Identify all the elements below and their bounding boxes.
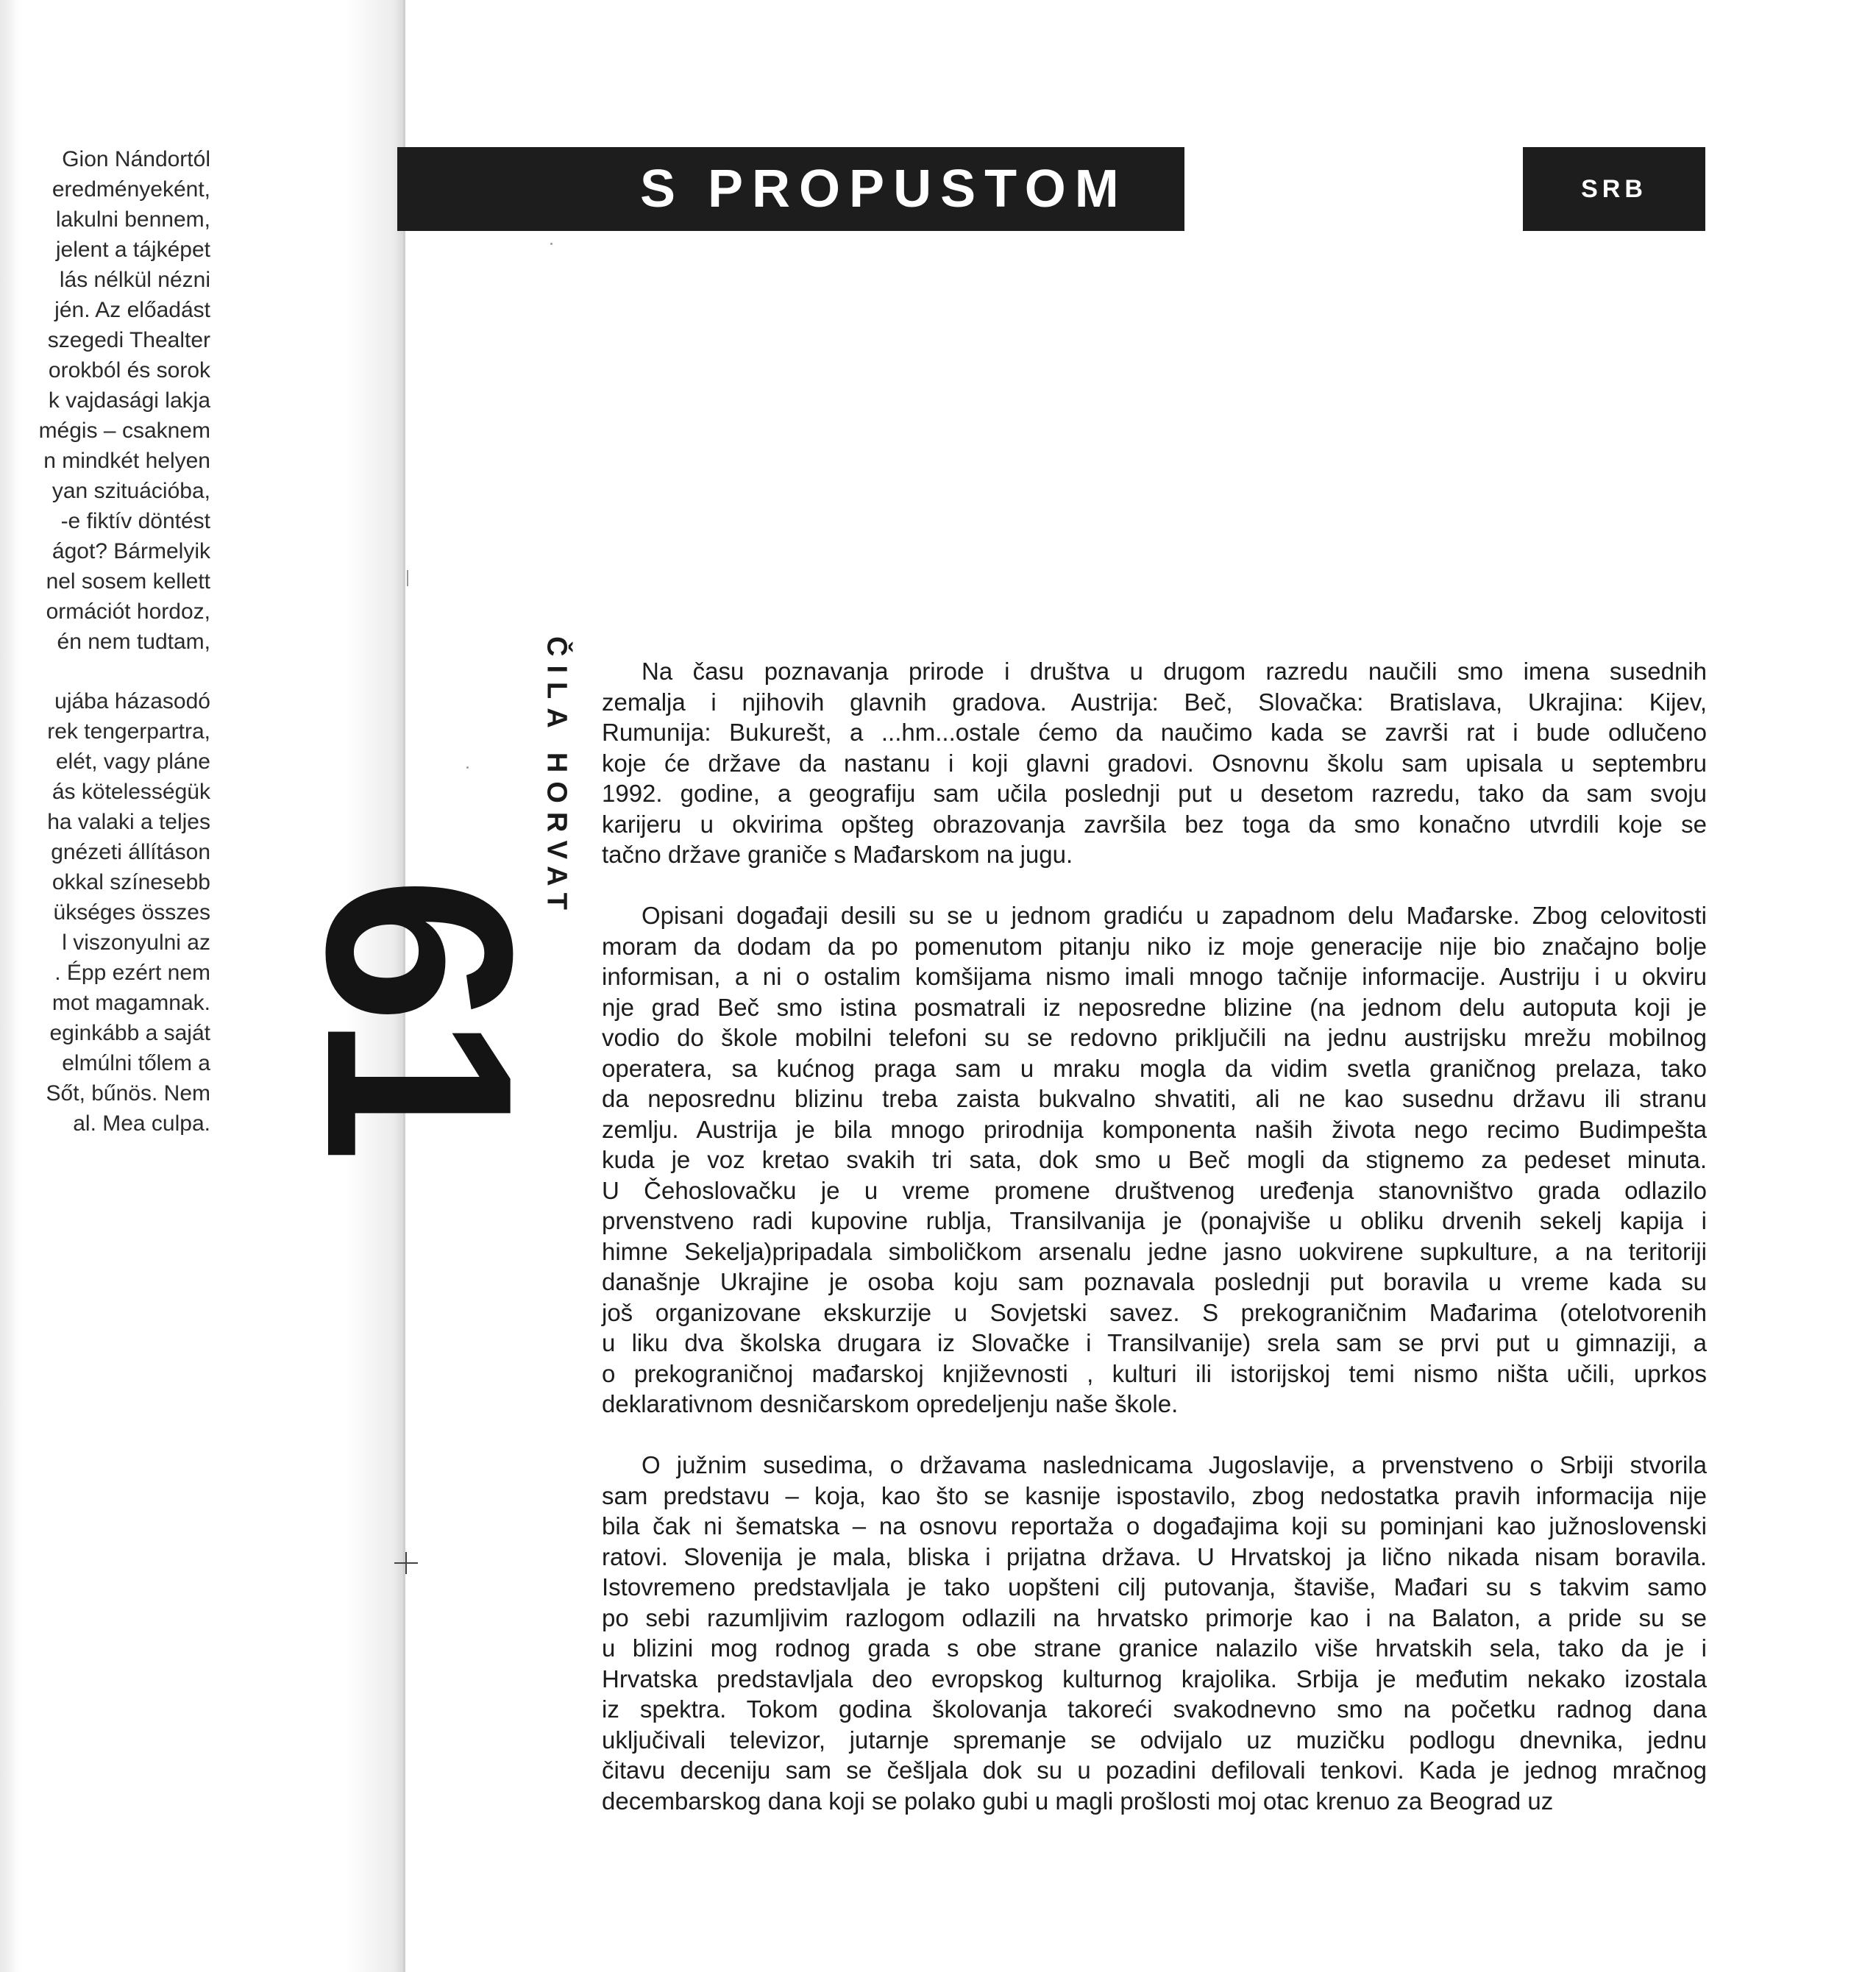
article-paragraph bbox=[602, 1450, 1707, 1816]
facing-page-line: ágot? Bármelyik bbox=[51, 539, 210, 563]
article-line: u blizini mog rodnog grada s obe strane granice nalazilo više hrvatskih sela, tako da je i bbox=[602, 1634, 1707, 1662]
article-line: U Čehoslovačku je u vreme promene društvenog uređenja stanovništvo grada odlazilo bbox=[602, 1176, 1707, 1204]
facing-page-line: n mindkét helyen bbox=[43, 449, 210, 473]
article-line: prvenstveno radi kupovine rublja, Transilvanija je (ponajviše u obliku drvenih sekelj kapija i bbox=[602, 1207, 1707, 1234]
article-line: u liku dva školska drugara iz Slovačke i Transilvanije) srela sam se prvi put u gimnaziji, a bbox=[602, 1329, 1707, 1356]
facing-page-line: orokból és sorok bbox=[48, 358, 210, 382]
article-line: Rumunija: Bukurešt, a ...hm...ostale ćemo da naučimo kada se završi rat i bude odlučeno bbox=[602, 719, 1707, 746]
facing-page-line: nel sosem kellett bbox=[46, 569, 210, 594]
facing-page-line: mégis – csaknem bbox=[38, 419, 210, 443]
article-title: S PROPUSTOM bbox=[640, 160, 1128, 218]
article-line: o prekograničnoj mađarskoj književnosti , kulturi ili istorijskoj temi nismo ništa učili, uprkos bbox=[602, 1359, 1707, 1387]
article-line: O južnim susedima, o državama naslednicama Jugoslavije, a prvenstveno o Srbiji stvorila bbox=[642, 1451, 1707, 1478]
facing-page-line: mot magamnak. bbox=[51, 991, 210, 1015]
article-line: zemlju. Austrija je bila mnogo prirodnija komponenta naših života nego recimo Budimpešta bbox=[602, 1115, 1707, 1143]
facing-page-line: eredményeként, bbox=[51, 177, 210, 202]
page-number: 61 bbox=[271, 876, 567, 1154]
facing-page-line: rek tengerpartra, bbox=[47, 719, 210, 744]
article-line: Istovremeno predstavljala je tako uopšteni cilj putovanja, štaviše, Mađari su s takvim samo bbox=[602, 1573, 1707, 1601]
article-line: Opisani događaji desili su se u jednom gradiću u zapadnom delu Mađarske. Zbog celovitosti bbox=[642, 902, 1707, 929]
facing-page-line: okkal színesebb bbox=[51, 870, 210, 894]
article-line: vodio do škole mobilni telefoni su se redovno priključili na jednu austrijsku mrežu mobilnog bbox=[602, 1024, 1707, 1051]
facing-page-line: Gion Nándortól bbox=[62, 147, 210, 171]
facing-page-line: jén. Az előadást bbox=[54, 298, 210, 322]
facing-page-line: lakulni bennem, bbox=[55, 207, 210, 232]
facing-page-line: ás kötelességük bbox=[51, 780, 210, 804]
facing-page-line: ujába házasodó bbox=[54, 689, 210, 713]
article-line: himne Sekelja)pripadala simboličkom arsenalu jedne jasno uokvirene supkulture, a na teritoriji bbox=[602, 1237, 1707, 1265]
article-line: po sebi razumljivim razlogom odlazili na hrvatsko primorje kao i na Balaton, a pride su se bbox=[602, 1603, 1707, 1631]
facing-page-line: szegedi Thealter bbox=[47, 328, 210, 352]
facing-page-line: elét, vagy pláne bbox=[55, 750, 210, 774]
article-line: deklarativnom desničarskom opredeljenju naše škole. bbox=[602, 1390, 1179, 1417]
article-line: sam predstavu – koja, kao što se kasnije ispostavilo, zbog nedostatka pravih informacija nije bbox=[602, 1481, 1707, 1509]
article-line: nje grad Beč smo istina posmatrali iz neposredne blizine (na jednom delu autoputa koji je bbox=[602, 993, 1707, 1021]
article-line: da neposrednu blizinu treba zaista bukvalno shvatiti, ali ne kao susednu državu ili stranu bbox=[602, 1085, 1707, 1112]
language-badge: SRB bbox=[1523, 147, 1705, 231]
facing-page-line: ormációt hordoz, bbox=[46, 599, 210, 624]
article-line: koje će države da nastanu i koji glavni gradovi. Osnovnu školu sam upisala u septembru bbox=[602, 749, 1707, 777]
article-paragraph bbox=[602, 656, 1707, 870]
facing-page-line: lás nélkül nézni bbox=[59, 268, 210, 292]
facing-page-line: k vajdasági lakja bbox=[48, 388, 210, 413]
article-line: uključivali televizor, jutarnje spremanje se odvijalo uz muzičku podlogu dnevnika, jednu bbox=[602, 1726, 1707, 1754]
article-line: informisan, a ni o ostalim komšijama nismo imali mnogo tačnije informacije. Austriju i u okviru bbox=[602, 963, 1707, 990]
article-line: decembarskog dana koji se polako gubi u magli prošlosti moj otac krenuo za Beograd uz bbox=[602, 1787, 1554, 1815]
facing-page-line: Sőt, bűnös. Nem bbox=[46, 1081, 210, 1106]
facing-page-gap bbox=[0, 657, 210, 686]
article-line: ratovi. Slovenija je mala, bliska i prijatna država. U Hrvatskoj ja lično nikada nisam boravila. bbox=[602, 1542, 1707, 1570]
article-line: 1992. godine, a geografiju sam učila poslednji put u desetom razredu, tako da sam svoju bbox=[602, 780, 1707, 807]
print-speck bbox=[550, 243, 553, 245]
article-line: operatera, sa kućnog praga sam u mraku mogla da vidim svetla graničnog prelaza, tako bbox=[602, 1054, 1707, 1082]
facing-page-line: ükséges összes bbox=[53, 900, 210, 925]
article-body bbox=[602, 656, 1707, 1847]
author-name: ČILA HORVAT bbox=[541, 636, 572, 919]
facing-page-line: eginkább a saját bbox=[49, 1021, 210, 1045]
article-line: tačno države graniče s Mađarskom na jugu. bbox=[602, 841, 1073, 868]
article-line: današnje Ukrajine je osoba koju sam poznavala poslednji put boravila u vreme kada su bbox=[602, 1268, 1707, 1295]
article-line: karijeru u okvirima opšteg obrazovanja završila bez toga da smo konačno utvrdili koje se bbox=[602, 810, 1707, 838]
article-line: Hrvatska predstavljala deo evropskog kulturnog krajolika. Srbija je međutim nekako izostala bbox=[602, 1665, 1707, 1692]
article-line: iz spektra. Tokom godina školovanja takoreći svakodnevno smo na početku radnog dana bbox=[602, 1695, 1707, 1723]
article-paragraph bbox=[602, 900, 1707, 1420]
print-speck bbox=[466, 766, 469, 769]
facing-page-line: . Épp ezért nem bbox=[54, 961, 210, 985]
facing-page-line: jelent a tájképet bbox=[55, 238, 210, 262]
article-line: Na času poznavanja prirode i društva u drugom razredu naučili smo imena susednih bbox=[642, 658, 1707, 685]
facing-page-line: -e fiktív döntést bbox=[60, 509, 210, 533]
article-line: moram da dodam da po pomenutom pitanju niko iz moje generacije nije bio značajno bolje bbox=[602, 932, 1707, 960]
facing-page-line: ha valaki a teljes bbox=[47, 810, 210, 834]
article-line: zemalja i njihovih glavnih gradova. Austrija: Beč, Slovačka: Bratislava, Ukrajina: Kijev, bbox=[602, 688, 1707, 716]
article-line: bila čak ni šematska – na osnovu reportaža o događajima koji su pominjani kao južnoslovenski bbox=[602, 1512, 1707, 1539]
facing-page-line: gnézeti állításon bbox=[51, 840, 210, 864]
facing-page-text bbox=[0, 144, 210, 1139]
crop-mark bbox=[405, 1552, 407, 1574]
article-line: još organizovane ekskurzije u Sovjetski savez. S prekograničnim Mađarima (otelotvorenih bbox=[602, 1298, 1707, 1326]
article-line: kuda je voz kretao svakih tri sata, dok smo u Beč mogli da stignemo za pedeset minuta. bbox=[602, 1146, 1707, 1173]
facing-page-line: yan szituációba, bbox=[51, 479, 210, 503]
article-line: čitavu deceniju sam se češljala dok su u pozadini defilovali tenkovi. Kada je jednog mračnog bbox=[602, 1756, 1707, 1784]
facing-page-line: én nem tudtam, bbox=[57, 630, 210, 654]
facing-page-line: l viszonyulni az bbox=[62, 930, 210, 955]
facing-page-line: al. Mea culpa. bbox=[73, 1111, 210, 1136]
facing-page-line: elmúlni tőlem a bbox=[62, 1051, 210, 1075]
print-speck bbox=[407, 570, 408, 586]
